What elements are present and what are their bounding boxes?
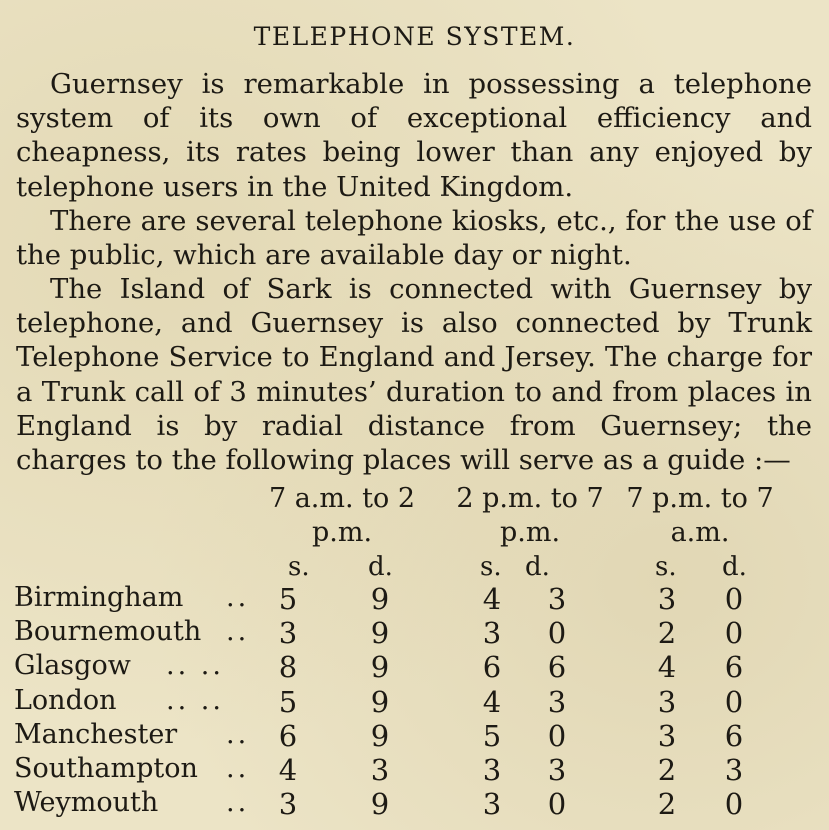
shillings-value: 3 [657,582,677,616]
paragraph-efficiency: Guernsey is remarkable in possessing a telephone system of its own of exceptional efficiency and cheapness, its rates being lower than any enjoyed by telephone users in the United Kingdom. [16,68,812,203]
shillings-value: 6 [278,718,298,753]
shillings-value: 2 [657,616,677,651]
unit-shillings: s. [288,552,310,582]
paragraph-trunk-service: The Island of Sark is connected with Guernsey by telephone, and Guernsey is also connected by Trunk Telephone Service to England and Jersey. The charge for a Trunk call of 3 minutes’ duration to and from places in England is by radial distance from Guernsey; the charges to the following places will serve as a guide :— [16,273,812,477]
place-name: Weymouth [14,787,159,819]
table-row [0,753,829,787]
unit-pence: d. [722,552,747,582]
pence-value: 9 [370,787,390,822]
paragraph-kiosks: There are several telephone kiosks, etc., for the use of the public, which are available day or night. [16,205,812,272]
pence-value: 0 [547,616,567,651]
period-heading-afternoon: 2 p.m. to 7 p.m. [456,483,604,548]
pence-value: 0 [724,616,744,651]
shillings-value: 3 [482,787,502,822]
pence-value: 6 [724,718,744,753]
shillings-value: 5 [482,718,502,753]
leader-dots: .. [226,582,250,613]
leader-dots: .. [226,616,250,648]
pence-value: 9 [370,582,390,616]
shillings-value: 2 [657,753,677,787]
shillings-value: 3 [278,616,298,651]
pence-value: 9 [370,650,390,685]
pence-value: 3 [547,582,567,616]
unit-pence: d. [525,552,550,582]
shillings-value: 6 [482,650,502,685]
place-name: Southampton [14,753,198,784]
pence-value: 3 [547,684,567,719]
table-row [0,650,829,684]
table-row [0,719,829,753]
pence-value: 9 [370,718,390,753]
leader-dots: .. .. [166,650,224,682]
section-title: TELEPHONE SYSTEM. [253,22,576,51]
pence-value: 9 [370,616,390,651]
shillings-value: 3 [482,616,502,651]
shillings-value: 4 [482,582,502,616]
pence-value: 3 [547,753,567,787]
shillings-value: 8 [278,650,298,685]
leader-dots: .. .. [166,684,224,716]
place-name: Glasgow [14,650,131,682]
place-name: Bournemouth [14,616,202,648]
pence-value: 0 [724,684,744,719]
shillings-value: 5 [278,582,298,616]
unit-shillings: s. [480,552,502,582]
pence-value: 6 [724,650,744,685]
pence-value: 0 [724,787,744,822]
table-row [0,685,829,719]
place-name: London [14,684,117,716]
period-heading-night: 7 p.m. to 7 a.m. [626,483,774,548]
shillings-value: 4 [278,753,298,787]
pence-value: 3 [370,753,390,787]
shillings-value: 3 [657,718,677,753]
leader-dots: .. [226,753,250,784]
shillings-value: 3 [278,787,298,822]
shillings-value: 3 [657,684,677,719]
unit-pence: d. [368,552,393,582]
place-name: Birmingham [14,582,184,613]
pence-value: 6 [547,650,567,685]
leader-dots: .. [226,787,250,819]
leader-dots: .. [226,718,250,750]
shillings-value: 2 [657,787,677,822]
shillings-value: 3 [482,753,502,787]
shillings-value: 4 [482,684,502,719]
table-row [0,616,829,650]
place-name: Manchester [14,718,178,750]
shillings-value: 5 [278,684,298,719]
pence-value: 0 [547,787,567,822]
pence-value: 9 [370,684,390,719]
table-row [0,787,829,821]
pence-value: 0 [724,582,744,616]
period-heading-morning: 7 a.m. to 2 p.m. [268,483,416,548]
pence-value: 0 [547,718,567,753]
shillings-value: 4 [657,650,677,685]
pence-value: 3 [724,753,744,787]
unit-shillings: s. [655,552,677,582]
table-row [0,582,829,616]
